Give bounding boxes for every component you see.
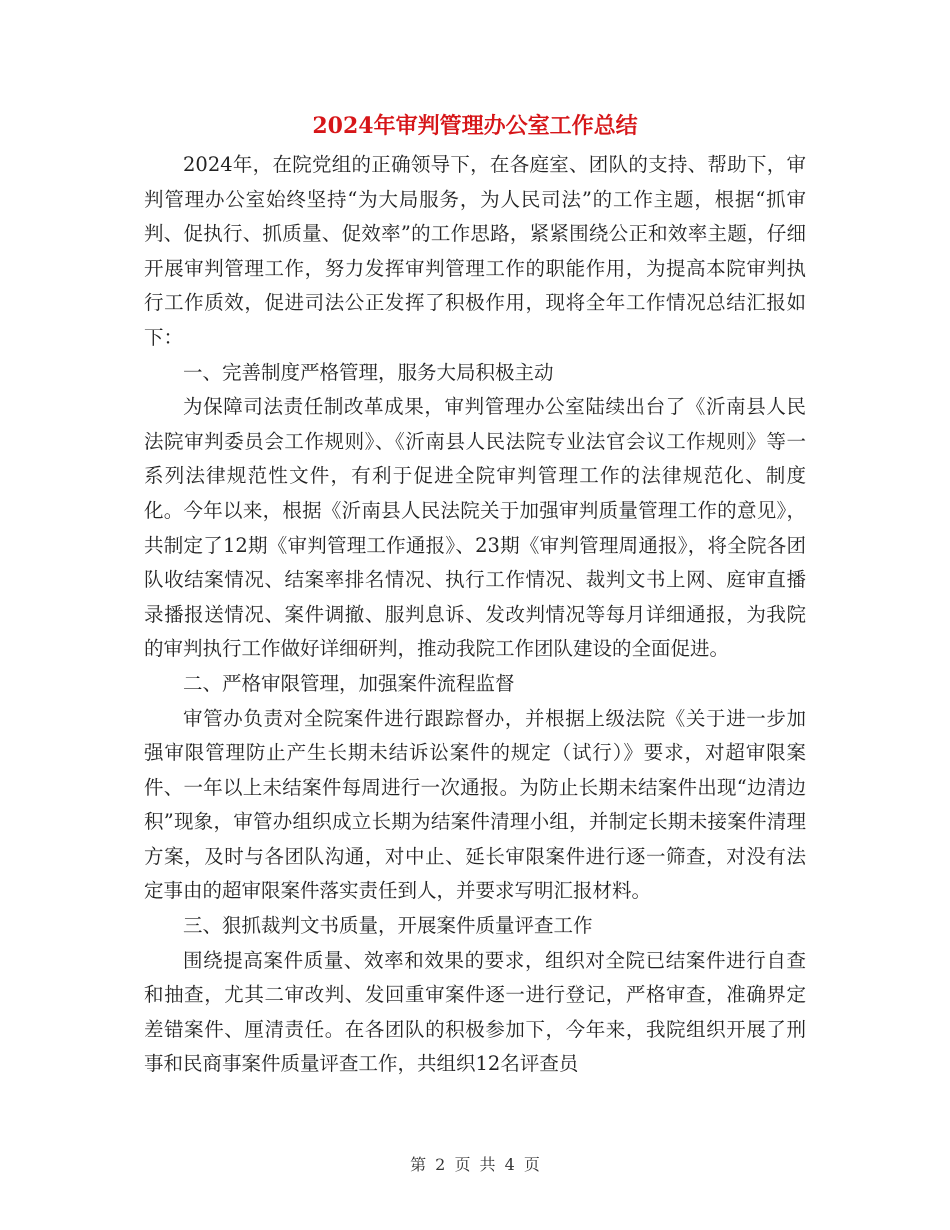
document-body — [144, 148, 806, 1082]
document-title: 2024年审判管理办公室工作总结 — [312, 113, 638, 139]
page-footer: 第 2 页 共 4 页 — [410, 1155, 540, 1174]
section-paragraph-2: 审管办负责对全院案件进行跟踪督办，并根据上级法院《关于进一步加强审限管理防止产生长期未结诉讼案件的规定（试行）》要求，对超审限案件、一年以上未结案件每周进行一次通报。为防止长期未结案件出现“边清边积”现象，审管办组织成立长期为结案件清理小组，并制定长期未接案件清理方案，及时与各团队沟通，对中止、延长审限案件进行逐一筛查，对没有法定事由的超审限案件落实责任到人，并要求写明汇报材料。 — [144, 706, 806, 903]
intro-paragraph: 2024年，在院党组的正确领导下，在各庭室、团队的支持、帮助下，审判管理办公室始终坚持“为大局服务，为人民司法”的工作主题，根据“抓审判、促执行、抓质量、促效率”的工作思路，紧紧围绕公正和效率主题，仔细开展审判管理工作，努力发挥审判管理工作的职能作用，为提高本院审判执行工作质效，促进司法公正发挥了积极作用，现将全年工作情况总结汇报如下： — [144, 153, 806, 349]
section-paragraph-3: 围绕提高案件质量、效率和效果的要求，组织对全院已结案件进行自查和抽查，尤其二审改判、发回重审案件逐一进行登记，严格审查，准确界定差错案件、厘清责任。在各团队的积极参加下，今年来，我院组织开展了刑事和民商事案件质量评查工作，共组织12名评查员 — [144, 948, 806, 1076]
section-heading-2: 二、严格审限管理，加强案件流程监督 — [183, 671, 515, 695]
section-heading-1: 一、完善制度严格管理，服务大局积极主动 — [183, 360, 554, 384]
section-heading-3: 三、狠抓裁判文书质量，开展案件质量评查工作 — [183, 914, 593, 938]
section-paragraph-1: 为保障司法责任制改革成果，审判管理办公室陆续出台了《沂南县人民法院审判委员会工作规则》、《沂南县人民法院专业法官会议工作规则》等一系列法律规范性文件，有利于促进全院审判管理工作的法律规范化、制度化。今年以来，根据《沂南县人民法院关于加强审判质量管理工作的意见》，共制定了12期《审判管理工作通报》、23期《审判管理周通报》，将全院各团队收结案情况、结案率排名情况、执行工作情况、裁判文书上网、庭审直播录播报送情况、案件调撤、服判息诉、发改判情况等每月详细通报，为我院的审判执行工作做好详细研判，推动我院工作团队建设的全面促进。 — [144, 395, 806, 661]
